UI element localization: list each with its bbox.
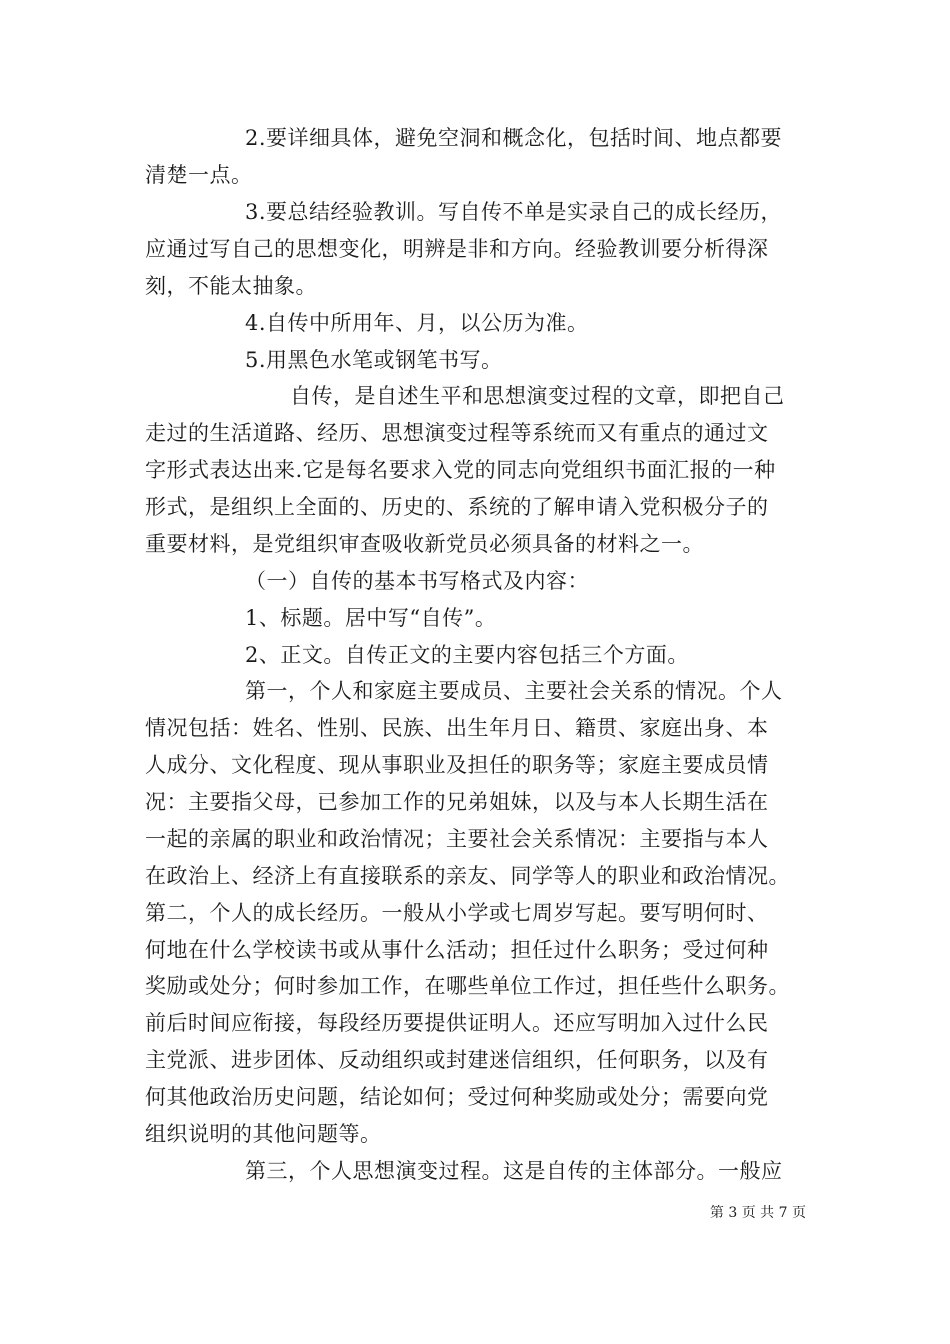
text-line: 第一，个人和家庭主要成员、主要社会关系的情况。个人 — [245, 679, 783, 703]
page-number-footer: 第 3 页 共 7 页 — [709, 1205, 806, 1221]
text-line: 清楚一点。 — [145, 163, 253, 187]
text-line: 字形式表达出来.它是每名要求入党的同志向党组织书面汇报的一种 — [145, 458, 776, 482]
text-line: 1、标题。居中写“自传”。 — [245, 606, 497, 630]
text-line: 前后时间应衔接，每段经历要提供证明人。还应写明加入过什么民 — [145, 1011, 769, 1035]
text-line: 刻，不能太抽象。 — [145, 274, 317, 298]
text-line: 何其他政治历史问题，结论如何；受过何种奖励或处分；需要向党 — [145, 1085, 769, 1109]
text-line: 奖励或处分；何时参加工作，在哪些单位工作过，担任些什么职务。 — [145, 974, 790, 998]
text-line: 重要材料，是党组织审查吸收新党员必须具备的材料之一。 — [145, 532, 704, 556]
text-line: 一起的亲属的职业和政治情况；主要社会关系情况：主要指与本人 — [145, 827, 769, 851]
text-line: 3.要总结经验教训。写自传不单是实录自己的成长经历， — [245, 200, 783, 224]
text-line: 自传，是自述生平和思想演变过程的文章，即把自己 — [290, 384, 785, 408]
text-line: 5.用黑色水笔或钢笔书写。 — [245, 348, 503, 372]
text-line: 应通过写自己的思想变化，明辨是非和方向。经验教训要分析得深 — [145, 237, 769, 261]
text-line: 况：主要指父母，已参加工作的兄弟姐妹，以及与本人长期生活在 — [145, 790, 769, 814]
text-line: 第二，个人的成长经历。一般从小学或七周岁写起。要写明何时、 — [145, 901, 769, 925]
text-line: 4.自传中所用年、月，以公历为准。 — [245, 311, 589, 335]
text-line: 走过的生活道路、经历、思想演变过程等系统而又有重点的通过文 — [145, 421, 769, 445]
text-line: 形式，是组织上全面的、历史的、系统的了解申请入党积极分子的 — [145, 495, 769, 519]
text-line: 第三，个人思想演变过程。这是自传的主体部分。一般应 — [245, 1159, 783, 1183]
text-line: 情况包括：姓名、性别、民族、出生年月日、籍贯、家庭出身、本 — [145, 716, 769, 740]
text-line: 何地在什么学校读书或从事什么活动；担任过什么职务；受过何种 — [145, 938, 769, 962]
text-line: 2.要详细具体，避免空洞和概念化，包括时间、地点都要 — [245, 126, 783, 150]
section-heading: （一）自传的基本书写格式及内容： — [245, 569, 589, 593]
text-line: 主党派、进步团体、反动组织或封建迷信组织，任何职务，以及有 — [145, 1048, 769, 1072]
text-line: 2、正文。自传正文的主要内容包括三个方面。 — [245, 643, 689, 667]
text-line: 在政治上、经济上有直接联系的亲友、同学等人的职业和政治情况。 — [145, 864, 790, 888]
text-line: 组织说明的其他问题等。 — [145, 1122, 382, 1146]
text-line: 人成分、文化程度、现从事职业及担任的职务等；家庭主要成员情 — [145, 753, 769, 777]
